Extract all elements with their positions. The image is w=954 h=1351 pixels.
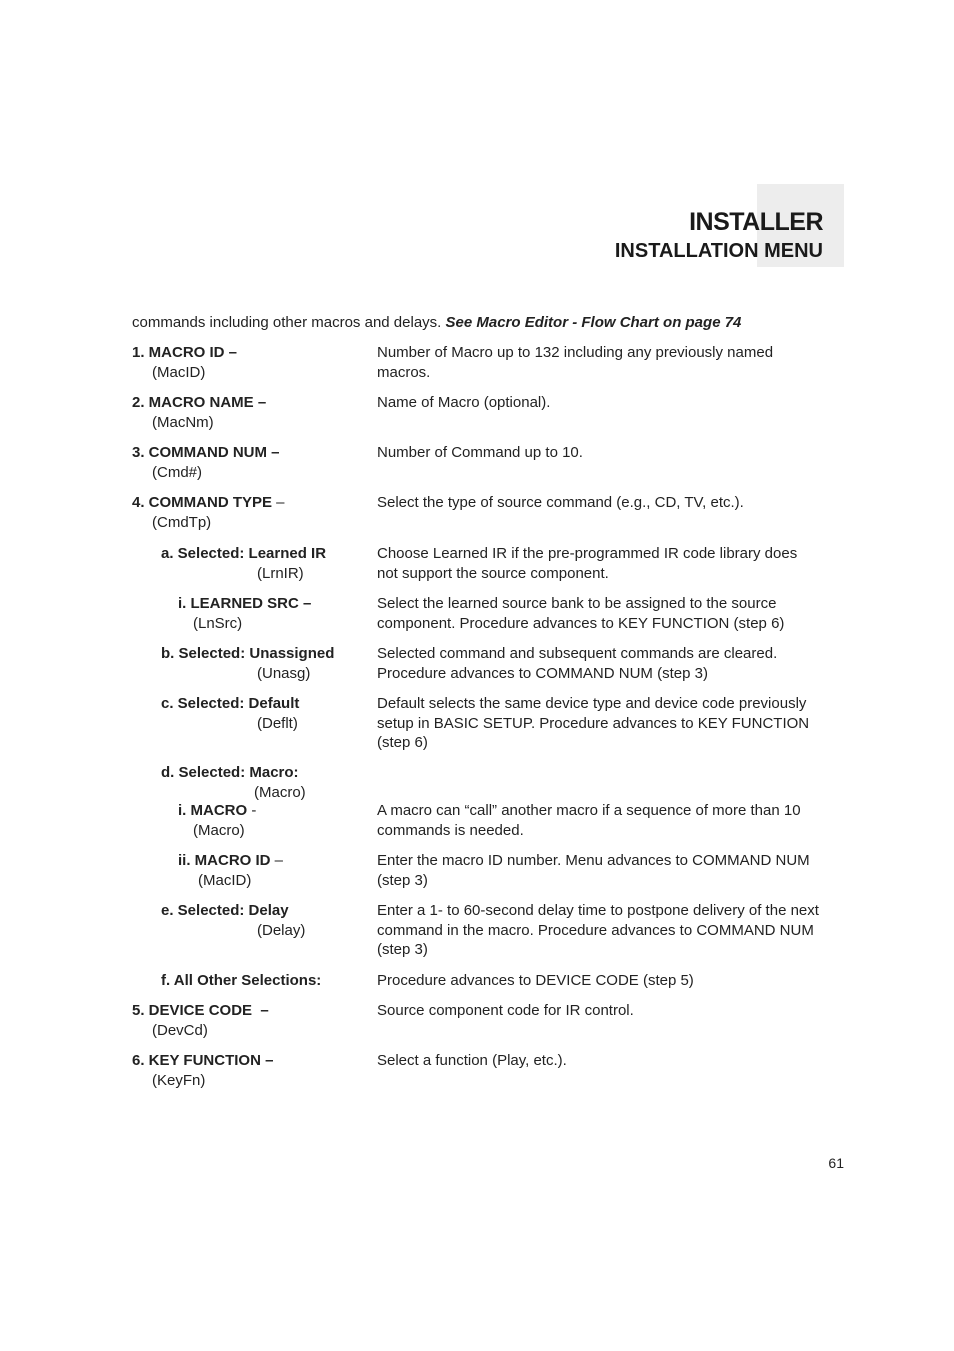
page-header (615, 207, 823, 264)
item-description: Number of Macro up to 132 including any previously named macros. (377, 344, 774, 381)
item-abbreviation: (Delay) (257, 921, 306, 939)
item-term: 4. COMMAND TYPE – (CmdTp) (132, 494, 285, 531)
item-abbreviation: (Macro) (193, 821, 245, 839)
item-label: ii. MACRO ID (178, 852, 271, 869)
item-term (161, 901, 305, 940)
item-abbreviation: (MacNm) (152, 413, 214, 431)
item-term (132, 443, 280, 482)
item-label: i. LEARNED SRC – (178, 595, 312, 612)
item-label: 2. MACRO NAME – (132, 394, 267, 411)
page-number: 61 (828, 1155, 844, 1171)
item-description: Choose Learned IR if the pre-programmed IR code library does not support the source component. (377, 545, 798, 582)
item-label: a. Selected: Learned IR (161, 545, 327, 562)
item-term (132, 343, 237, 382)
item-label: 5. DEVICE CODE – (132, 1002, 269, 1019)
item-term: i. MACRO - (Macro) (178, 802, 257, 839)
item-label: e. Selected: Delay (161, 902, 289, 919)
item-label: b. Selected: Unassigned (161, 645, 335, 662)
item-label: 4. COMMAND TYPE (132, 494, 273, 511)
item-term: ii. MACRO ID – (MacID) (178, 852, 284, 889)
item-description: Number of Command up to 10. (377, 444, 583, 461)
item-term (161, 544, 326, 583)
item-abbreviation: (CmdTp) (152, 513, 212, 531)
item-label: i. MACRO (178, 802, 248, 819)
item-description: Select the type of source command (e.g., CD, TV, etc.). (377, 494, 744, 511)
section-title: INSTALLER (689, 208, 823, 236)
intro-paragraph (132, 313, 741, 333)
flow-chart-reference: See Macro Editor - Flow Chart on page 74 (445, 314, 742, 331)
item-term (178, 594, 311, 633)
item-abbreviation: (LrnIR) (257, 564, 304, 582)
item-description: Source component code for IR control. (377, 1002, 634, 1019)
intro-text: commands including other macros and delays. (132, 314, 446, 331)
item-abbreviation: (Macro) (254, 783, 306, 801)
item-abbreviation: (Unasg) (257, 664, 311, 682)
item-label: c. Selected: Default (161, 695, 300, 712)
item-description: Enter a 1- to 60-second delay time to postpone delivery of the next command in the macro. Procedure advances to COMMAND NUM (step 3) (377, 902, 819, 958)
item-description: Name of Macro (optional). (377, 394, 551, 411)
item-description: Selected command and subsequent commands are cleared. Procedure advances to COMMAND NUM (step 3) (377, 645, 778, 682)
item-abbreviation: (KeyFn) (152, 1071, 206, 1089)
item-description: Select the learned source bank to be assigned to the source component. Procedure advances to KEY FUNCTION (step 6) (377, 595, 785, 632)
item-description: A macro can “call” another macro if a sequence of more than 10 commands is needed. (377, 802, 801, 839)
item-abbreviation: (Deflt) (257, 714, 298, 732)
item-description: Default selects the same device type and device code previously setup in BASIC SETUP. Procedure advances to KEY FUNCTION (step 6) (377, 695, 810, 751)
item-term (161, 763, 306, 802)
item-label: f. All Other Selections: (161, 972, 322, 989)
item-term (161, 971, 321, 991)
section-subtitle: INSTALLATION MENU (614, 240, 823, 262)
item-label: 1. MACRO ID – (132, 344, 238, 361)
item-description: Enter the macro ID number. Menu advances to COMMAND NUM (step 3) (377, 852, 810, 889)
item-description: Procedure advances to DEVICE CODE (step 5) (377, 972, 694, 989)
item-term (132, 1001, 269, 1040)
item-abbreviation: (LnSrc) (193, 614, 243, 632)
item-label: 3. COMMAND NUM – (132, 444, 280, 461)
item-term (132, 1051, 273, 1090)
item-term (132, 393, 266, 432)
item-abbreviation: (MacID) (152, 363, 206, 381)
item-description: Select a function (Play, etc.). (377, 1052, 567, 1069)
item-label: d. Selected: Macro: (161, 764, 299, 781)
item-term (161, 694, 299, 733)
item-abbreviation: (DevCd) (152, 1021, 208, 1039)
item-label: 6. KEY FUNCTION – (132, 1052, 274, 1069)
item-term (161, 644, 334, 683)
item-abbreviation: (MacID) (198, 871, 252, 889)
item-abbreviation: (Cmd#) (152, 463, 203, 481)
